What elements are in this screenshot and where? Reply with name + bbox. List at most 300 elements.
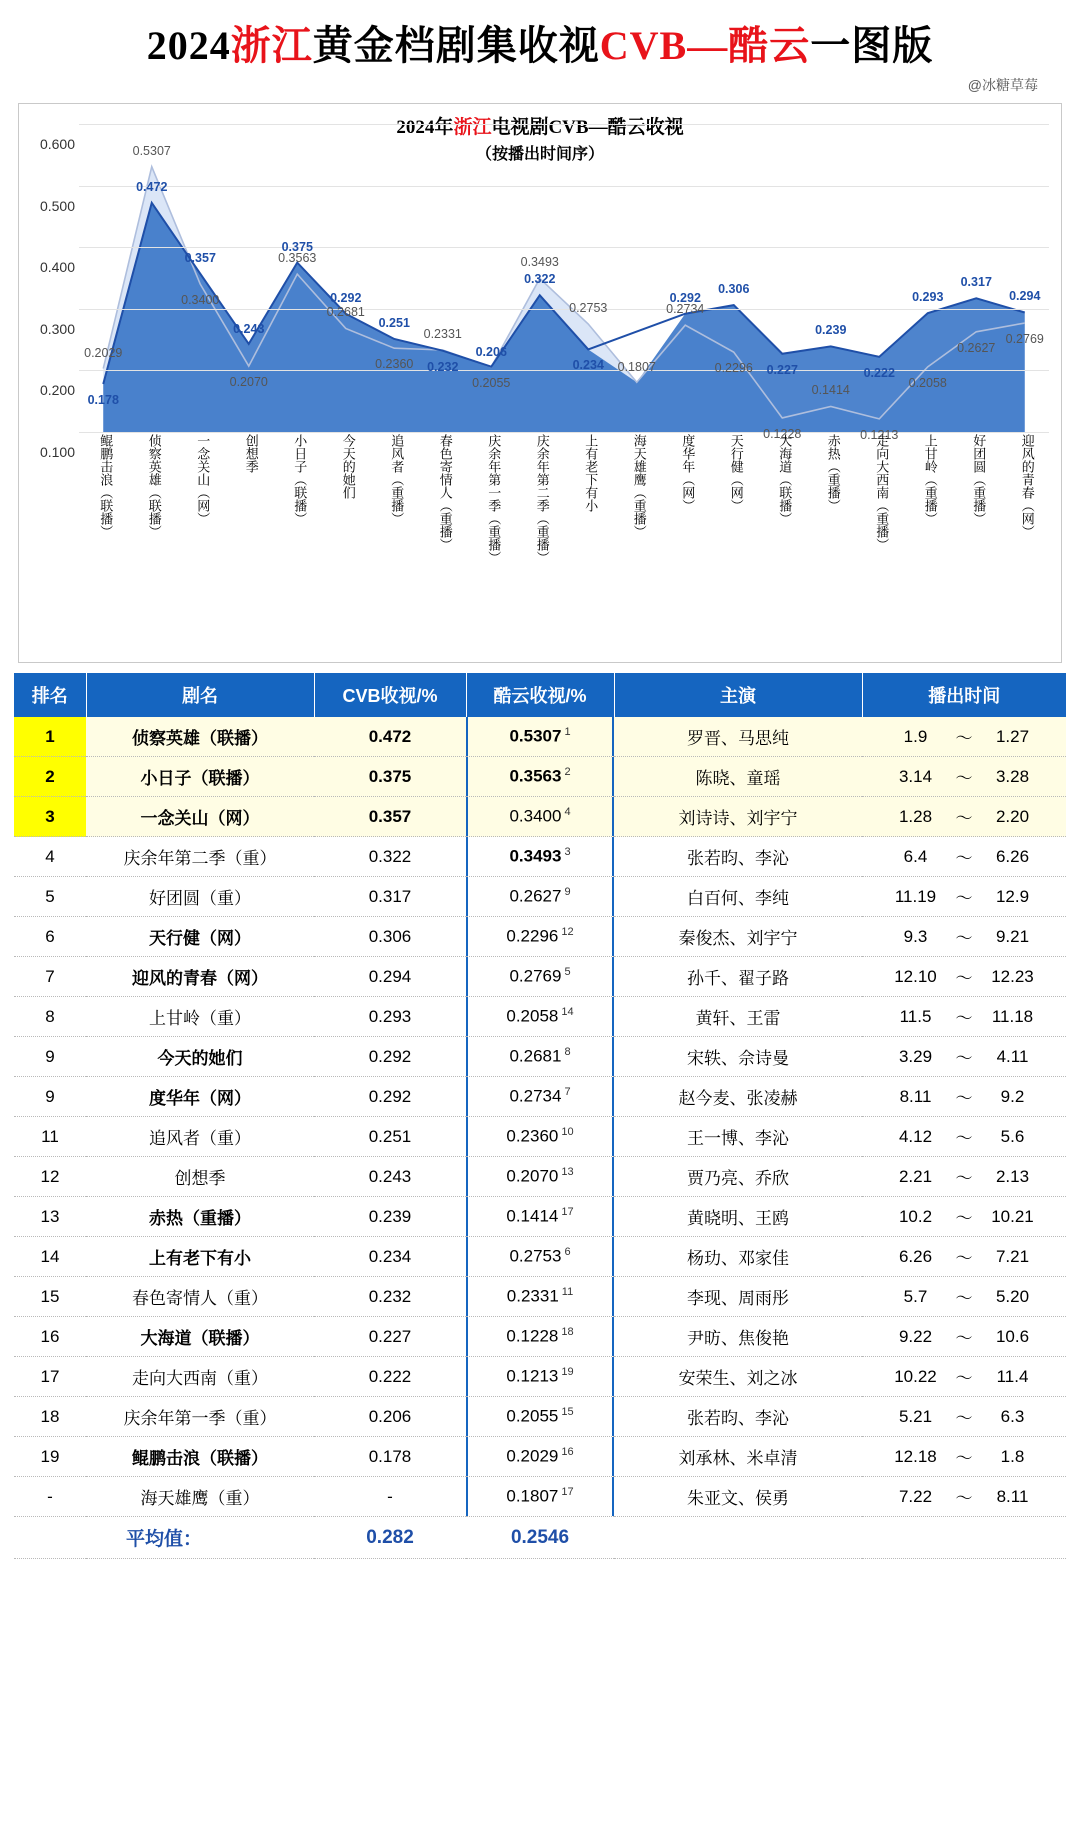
- cvb-point-label: 0.239: [815, 323, 847, 338]
- cell-kuyun-rating: [466, 1317, 614, 1357]
- cell-cvb-rating: 0.222: [314, 1357, 466, 1397]
- gridline: [79, 432, 1049, 433]
- cell-airtime: [862, 1197, 1066, 1237]
- x-tick-label: 侦察英雄（联播）: [146, 434, 162, 538]
- airtime-separator: ～: [955, 1129, 973, 1148]
- cell-rank: 9: [14, 1077, 86, 1117]
- x-tick-label: 迎风的青春（网）: [1019, 434, 1035, 538]
- airtime-end: 2.20: [995, 806, 1030, 826]
- cell-rank: 2: [14, 757, 86, 797]
- cell-airtime: [862, 1157, 1066, 1197]
- x-tick-label: 春色寄情人（重播）: [437, 434, 453, 551]
- x-tick-label: 走向大西南（重播）: [874, 434, 890, 551]
- airtime-range: [864, 844, 1064, 869]
- cell-airtime: [862, 1477, 1066, 1517]
- cvb-point-label: 0.222: [863, 365, 895, 380]
- airtime-end: 9.2: [1000, 1086, 1025, 1106]
- airtime-range: [864, 724, 1064, 749]
- th-name: 剧名: [86, 673, 314, 717]
- cvb-point-label: 0.375: [281, 239, 313, 254]
- airtime-start: 3.14: [898, 766, 933, 786]
- table-header-row: [14, 673, 1066, 717]
- cvb-point-label: 0.357: [184, 250, 216, 265]
- table-row: [14, 957, 1066, 997]
- airtime-range: [864, 1444, 1064, 1469]
- x-tick-label: 今天的她们: [340, 434, 356, 499]
- cell-airtime: [862, 717, 1066, 757]
- main-title-text: [0, 14, 1080, 71]
- cvb-point-label: 0.292: [330, 290, 362, 305]
- cell-kuyun-rating: [466, 1277, 614, 1317]
- airtime-separator: ～: [955, 769, 973, 788]
- cell-cast: 杨玏、邓家佳: [614, 1237, 862, 1277]
- airtime-end: 10.21: [991, 1206, 1034, 1226]
- x-tick-label: 庆余年第一季（重播）: [486, 434, 502, 564]
- cell-drama-name: 一念关山（网）: [86, 797, 314, 837]
- kuyun-value: 0.3563: [509, 766, 562, 786]
- gridline: [79, 370, 1049, 371]
- airtime-range: [864, 1244, 1064, 1269]
- airtime-end: 12.23: [991, 966, 1034, 986]
- airtime-end: 6.26: [995, 846, 1030, 866]
- gridline: [79, 124, 1049, 125]
- cell-kuyun-rating: [466, 957, 614, 997]
- kuyun-point-label: 0.5307: [132, 143, 171, 158]
- airtime-start: 11.5: [899, 1006, 932, 1026]
- cell-kuyun-rating: [466, 797, 614, 837]
- cell-drama-name: 赤热（重播）: [86, 1197, 314, 1237]
- x-tick-label: 天行健（网）: [728, 434, 744, 512]
- cell-cast: 刘承林、米卓清: [614, 1437, 862, 1477]
- cvb-point-label: 0.317: [960, 275, 992, 290]
- cell-drama-name: 庆余年第一季（重）: [86, 1397, 314, 1437]
- airtime-range: [864, 1164, 1064, 1189]
- cell-cast: 孙千、翟子路: [614, 957, 862, 997]
- airtime-start: 5.7: [903, 1286, 928, 1306]
- kuyun-value: 0.1414: [506, 1206, 559, 1226]
- cell-kuyun-rating: [466, 1117, 614, 1157]
- airtime-range: [864, 1404, 1064, 1429]
- kuyun-value: 0.1228: [506, 1326, 559, 1346]
- kuyun-rank-sup: 9: [564, 886, 571, 899]
- cell-drama-name: 天行健（网）: [86, 917, 314, 957]
- cell-drama-name: 上甘岭（重）: [86, 997, 314, 1037]
- x-axis-labels: [79, 434, 1049, 656]
- airtime-separator: ～: [955, 1449, 973, 1468]
- kuyun-point-label: 0.2734: [666, 302, 705, 317]
- cell-rank: 6: [14, 917, 86, 957]
- x-tick-label: 小日子（联播）: [292, 434, 308, 525]
- airtime-range: [864, 924, 1064, 949]
- table-row: [14, 877, 1066, 917]
- chart-title-segment: 电视剧CVB—酷云收视: [491, 117, 684, 138]
- cell-rank: 19: [14, 1437, 86, 1477]
- y-tick-label: 0.600: [39, 136, 75, 152]
- kuyun-point-label: 0.3493: [520, 255, 559, 270]
- kuyun-point-label: 0.2055: [472, 376, 511, 390]
- cell-drama-name: 迎风的青春（网）: [86, 957, 314, 997]
- kuyun-point-label: 0.2753: [569, 301, 608, 315]
- kuyun-rank-sup: 10: [561, 1126, 574, 1139]
- x-tick-label: 上有老下有小: [583, 434, 599, 512]
- series-lines: [79, 124, 1049, 432]
- airtime-range: [864, 804, 1064, 829]
- airtime-separator: ～: [955, 1049, 973, 1068]
- th-rank: 排名: [14, 673, 86, 717]
- cell-kuyun-rating: [466, 1237, 614, 1277]
- airtime-separator: ～: [955, 1369, 973, 1388]
- cell-cvb-rating: 0.239: [314, 1197, 466, 1237]
- airtime-separator: ～: [955, 1009, 973, 1028]
- airtime-start: 10.2: [898, 1206, 933, 1226]
- cell-cast: 白百何、李纯: [614, 877, 862, 917]
- cell-cvb-rating: 0.227: [314, 1317, 466, 1357]
- cell-cast: 安荣生、刘之冰: [614, 1357, 862, 1397]
- airtime-start: 6.4: [903, 846, 928, 866]
- cell-cvb-rating: 0.375: [314, 757, 466, 797]
- cell-drama-name: 小日子（联播）: [86, 757, 314, 797]
- airtime-separator: ～: [955, 969, 973, 988]
- kuyun-point-label: 0.2058: [908, 375, 947, 390]
- gridline: [79, 309, 1049, 310]
- airtime-separator: ～: [955, 1169, 973, 1188]
- cell-kuyun-rating: [466, 837, 614, 877]
- kuyun-value: 0.2627: [509, 886, 562, 906]
- kuyun-rank-sup: 4: [564, 806, 571, 819]
- cvb-point-label: 0.251: [378, 315, 410, 330]
- title-segment: 2024: [146, 23, 231, 68]
- cell-airtime: [862, 837, 1066, 877]
- cell-cast: 宋轶、佘诗曼: [614, 1037, 862, 1077]
- airtime-range: [864, 1004, 1064, 1029]
- kuyun-value: 0.2296: [506, 926, 559, 946]
- cell-cvb-rating: -: [314, 1477, 466, 1517]
- x-tick-label: 好团圆（重播）: [971, 434, 987, 525]
- cell-drama-name: 追风者（重）: [86, 1117, 314, 1157]
- cell-cvb-rating: 0.206: [314, 1397, 466, 1437]
- cell-drama-name: 海天雄鹰（重）: [86, 1477, 314, 1517]
- airtime-separator: ～: [955, 849, 973, 868]
- y-tick-label: 0.200: [39, 382, 75, 399]
- kuyun-value: 0.2734: [509, 1086, 562, 1106]
- kuyun-value: 0.5307: [509, 726, 562, 746]
- airtime-separator: ～: [955, 889, 973, 908]
- airtime-end: 1.27: [995, 726, 1030, 746]
- cell-cast: 罗晋、马思纯: [614, 717, 862, 757]
- cvb-point-label: 0.243: [233, 321, 265, 336]
- cell-rank: 8: [14, 997, 86, 1037]
- cell-rank: 15: [14, 1277, 86, 1317]
- kuyun-rank-sup: 16: [561, 1446, 574, 1459]
- cell-cvb-rating: 0.251: [314, 1117, 466, 1157]
- cell-rank: 7: [14, 957, 86, 997]
- airtime-range: [864, 1324, 1064, 1349]
- x-tick-label: 追风者（重播）: [389, 434, 405, 525]
- table-row: [14, 997, 1066, 1037]
- page-title: [0, 0, 1080, 99]
- cell-rank: 11: [14, 1117, 86, 1157]
- airtime-start: 11.19: [894, 886, 937, 906]
- chart-container: [18, 103, 1062, 663]
- cell-cvb-rating: 0.306: [314, 917, 466, 957]
- cell-rank: 13: [14, 1197, 86, 1237]
- cvb-point-label: 0.472: [136, 179, 168, 194]
- kuyun-point-label: 0.2029: [84, 345, 123, 360]
- cvb-point-label: 0.322: [524, 272, 556, 287]
- average-row: [14, 1517, 1066, 1559]
- cell-cvb-rating: 0.292: [314, 1077, 466, 1117]
- airtime-separator: ～: [955, 1329, 973, 1348]
- cell-cvb-rating: 0.292: [314, 1037, 466, 1077]
- cell-cast: 王一博、李沁: [614, 1117, 862, 1157]
- airtime-range: [864, 1484, 1064, 1509]
- x-tick-label: 赤热（重播）: [825, 434, 841, 512]
- x-tick-label: 创想季: [243, 434, 259, 473]
- kuyun-point-label: 0.1228: [763, 426, 802, 441]
- cell-cvb-rating: 0.322: [314, 837, 466, 877]
- chart-subtitle: （按播出时间序）: [475, 145, 604, 163]
- cell-drama-name: 好团圆（重）: [86, 877, 314, 917]
- average-kuyun-value: 0.2546: [466, 1517, 614, 1559]
- cell-cvb-rating: 0.178: [314, 1437, 466, 1477]
- y-tick-label: 0.400: [39, 259, 75, 276]
- cell-rank: 1: [14, 717, 86, 757]
- cell-cvb-rating: 0.317: [314, 877, 466, 917]
- cell-kuyun-rating: [466, 1357, 614, 1397]
- airtime-start: 4.12: [898, 1126, 933, 1146]
- x-tick-label: 上甘岭（重播）: [922, 434, 938, 525]
- cell-airtime: [862, 917, 1066, 957]
- airtime-end: 7.21: [995, 1246, 1030, 1266]
- airtime-separator: ～: [955, 1249, 973, 1268]
- cell-rank: 3: [14, 797, 86, 837]
- airtime-start: 7.22: [898, 1486, 933, 1506]
- byline: @冰糖草莓: [967, 77, 1038, 93]
- kuyun-point-label: 0.2296: [714, 361, 753, 376]
- airtime-end: 2.13: [995, 1166, 1030, 1186]
- kuyun-rank-sup: 19: [561, 1366, 574, 1379]
- airtime-start: 3.29: [898, 1046, 933, 1066]
- gridline: [79, 186, 1049, 187]
- kuyun-rank-sup: 5: [564, 966, 571, 979]
- cvb-point-label: 0.234: [572, 358, 604, 373]
- cell-drama-name: 侦察英雄（联播）: [86, 717, 314, 757]
- kuyun-value: 0.2058: [506, 1006, 559, 1026]
- cell-drama-name: 今天的她们: [86, 1037, 314, 1077]
- airtime-separator: ～: [955, 1289, 973, 1308]
- cell-cast: 秦俊杰、刘宇宁: [614, 917, 862, 957]
- cell-rank: 5: [14, 877, 86, 917]
- table-row: [14, 1037, 1066, 1077]
- th-airtime: 播出时间: [862, 673, 1066, 717]
- x-tick-label: 海天雄鹰（重播）: [631, 434, 647, 538]
- cell-kuyun-rating: [466, 877, 614, 917]
- cell-cast: 朱亚文、侯勇: [614, 1477, 862, 1517]
- airtime-start: 8.11: [899, 1086, 932, 1106]
- airtime-end: 10.6: [995, 1326, 1030, 1346]
- kuyun-point-label: 0.2331: [423, 327, 462, 341]
- cell-cvb-rating: 0.243: [314, 1157, 466, 1197]
- table-body: [14, 717, 1066, 1517]
- cell-kuyun-rating: [466, 1397, 614, 1437]
- kuyun-value: 0.2753: [509, 1246, 562, 1266]
- cell-kuyun-rating: [466, 997, 614, 1037]
- kuyun-value: 0.1213: [506, 1366, 559, 1386]
- cell-airtime: [862, 957, 1066, 997]
- cell-rank: 9: [14, 1037, 86, 1077]
- kuyun-point-label: 0.2070: [229, 375, 268, 390]
- kuyun-point-label: 0.3563: [278, 251, 317, 266]
- table-row: [14, 797, 1066, 837]
- cell-rank: 4: [14, 837, 86, 877]
- cell-cast: 黄轩、王雷: [614, 997, 862, 1037]
- average-spacer-2: [862, 1517, 1066, 1559]
- airtime-range: [864, 1044, 1064, 1069]
- x-tick-label: 庆余年第二季（重播）: [534, 434, 550, 564]
- kuyun-value: 0.3400: [509, 806, 562, 826]
- kuyun-value: 0.1807: [506, 1486, 559, 1506]
- kuyun-value: 0.2070: [506, 1166, 559, 1186]
- chart-title-segment: 浙江: [453, 117, 492, 138]
- airtime-range: [864, 1084, 1064, 1109]
- cvb-point-label: 0.206: [475, 344, 507, 359]
- kuyun-rank-sup: 7: [564, 1086, 571, 1099]
- airtime-end: 1.8: [1000, 1446, 1025, 1466]
- cell-rank: 18: [14, 1397, 86, 1437]
- airtime-range: [864, 964, 1064, 989]
- airtime-range: [864, 1204, 1064, 1229]
- airtime-start: 2.21: [898, 1166, 933, 1186]
- table-row: [14, 1437, 1066, 1477]
- table-row: [14, 837, 1066, 877]
- plot-area: [79, 124, 1049, 442]
- airtime-end: 11.4: [996, 1366, 1029, 1386]
- cell-drama-name: 度华年（网）: [86, 1077, 314, 1117]
- kuyun-rank-sup: 6: [564, 1246, 571, 1259]
- cell-rank: 14: [14, 1237, 86, 1277]
- airtime-end: 9.21: [995, 926, 1030, 946]
- y-axis-labels: [25, 124, 79, 460]
- th-cvb: CVB收视/%: [314, 673, 466, 717]
- kuyun-value: 0.2055: [506, 1406, 559, 1426]
- kuyun-point-label: 0.1807: [617, 360, 656, 375]
- airtime-separator: ～: [955, 1489, 973, 1508]
- cvb-point-label: 0.178: [87, 392, 119, 407]
- cell-cast: 刘诗诗、刘宇宁: [614, 797, 862, 837]
- airtime-range: [864, 884, 1064, 909]
- average-spacer-1: [614, 1517, 862, 1559]
- cell-kuyun-rating: [466, 1197, 614, 1237]
- kuyun-point-label: 0.2360: [375, 357, 414, 372]
- kuyun-value: 0.2769: [509, 966, 562, 986]
- airtime-separator: ～: [955, 1209, 973, 1228]
- table-row: [14, 1357, 1066, 1397]
- y-tick-label: 0.300: [39, 320, 75, 337]
- airtime-start: 6.26: [898, 1246, 933, 1266]
- table-row: [14, 1477, 1066, 1517]
- cell-cast: 李现、周雨彤: [614, 1277, 862, 1317]
- title-segment: 浙江: [230, 23, 313, 68]
- table-row: [14, 1277, 1066, 1317]
- x-tick-label: 度华年（网）: [680, 434, 696, 512]
- kuyun-point-label: 0.1213: [860, 427, 899, 442]
- kuyun-rank-sup: 15: [561, 1406, 574, 1419]
- airtime-range: [864, 764, 1064, 789]
- airtime-separator: ～: [955, 929, 973, 948]
- airtime-end: 5.20: [995, 1286, 1030, 1306]
- kuyun-rank-sup: 1: [564, 726, 571, 739]
- cell-cvb-rating: 0.232: [314, 1277, 466, 1317]
- airtime-end: 5.6: [1000, 1126, 1025, 1146]
- kuyun-rank-sup: 8: [564, 1046, 571, 1059]
- table-row: [14, 757, 1066, 797]
- cell-kuyun-rating: [466, 1437, 614, 1477]
- kuyun-value: 0.3493: [509, 846, 562, 866]
- cell-rank: 16: [14, 1317, 86, 1357]
- airtime-separator: ～: [955, 1409, 973, 1428]
- cell-cast: 张若昀、李沁: [614, 837, 862, 877]
- cvb-point-label: 0.306: [718, 282, 750, 297]
- cell-rank: 12: [14, 1157, 86, 1197]
- cell-airtime: [862, 1357, 1066, 1397]
- chart-title-segment: 2024年: [396, 117, 454, 138]
- cell-kuyun-rating: [466, 757, 614, 797]
- cvb-point-label: 0.292: [669, 290, 701, 305]
- cell-airtime: [862, 1117, 1066, 1157]
- cell-kuyun-rating: [466, 1477, 614, 1517]
- cell-airtime: [862, 1077, 1066, 1117]
- cell-cast: 贾乃亮、乔欣: [614, 1157, 862, 1197]
- table-row: [14, 717, 1066, 757]
- airtime-end: 8.11: [996, 1486, 1029, 1506]
- x-tick-label: 鲲鹏击浪（联播）: [98, 434, 114, 538]
- cell-drama-name: 创想季: [86, 1157, 314, 1197]
- kuyun-rank-sup: 2: [564, 766, 571, 779]
- cell-kuyun-rating: [466, 917, 614, 957]
- cell-cast: 张若昀、李沁: [614, 1397, 862, 1437]
- airtime-end: 4.11: [996, 1046, 1029, 1066]
- cell-kuyun-rating: [466, 1037, 614, 1077]
- table-row: [14, 1197, 1066, 1237]
- cell-airtime: [862, 757, 1066, 797]
- kuyun-rank-sup: 11: [561, 1286, 574, 1299]
- kuyun-value: 0.2331: [506, 1286, 559, 1306]
- cell-airtime: [862, 1037, 1066, 1077]
- airtime-end: 11.18: [991, 1006, 1034, 1026]
- cell-drama-name: 走向大西南（重）: [86, 1357, 314, 1397]
- cvb-point-label: 0.294: [1009, 289, 1041, 304]
- table-row: [14, 1237, 1066, 1277]
- table-row: [14, 1317, 1066, 1357]
- airtime-separator: ～: [955, 1089, 973, 1108]
- cvb-point-label: 0.227: [766, 362, 798, 377]
- kuyun-rank-sup: 17: [561, 1486, 574, 1499]
- cell-drama-name: 庆余年第二季（重）: [86, 837, 314, 877]
- kuyun-point-label: 0.3400: [181, 293, 220, 308]
- x-tick-label: 一念关山（网）: [195, 434, 211, 525]
- title-segment: 黄金档剧集收视: [312, 23, 600, 68]
- th-kuyun: 酷云收视/%: [466, 673, 614, 717]
- airtime-separator: ～: [955, 809, 973, 828]
- kuyun-value: 0.2360: [506, 1126, 559, 1146]
- kuyun-point-label: 0.2681: [326, 305, 365, 320]
- cell-cvb-rating: 0.472: [314, 717, 466, 757]
- cvb-point-label: 0.293: [912, 290, 944, 305]
- kuyun-point-label: 0.2627: [957, 340, 996, 355]
- kuyun-point-label: 0.1414: [811, 383, 850, 398]
- table-row: [14, 1397, 1066, 1437]
- x-tick-label: 大海道（联播）: [777, 434, 793, 525]
